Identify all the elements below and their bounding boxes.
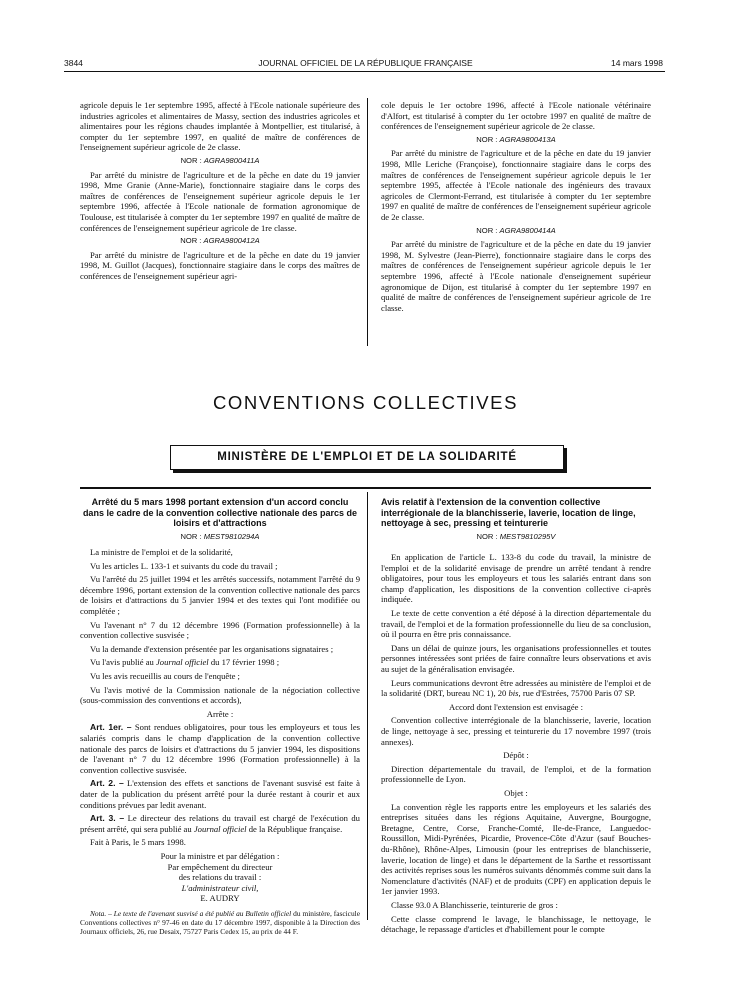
paragraph: Vu la demande d'extension présentée par les organisations signataires ; [90, 643, 334, 654]
signature-line: Par empêchement du directeur [167, 861, 273, 872]
signature-line: Pour la ministre et par délégation : [160, 850, 280, 861]
nor-reference: NOR : AGRA9800411A [180, 155, 260, 165]
section-title: CONVENTIONS COLLECTIVES [212, 392, 519, 413]
paragraph: Par arrêté du ministre de l'agriculture et de la pêche en date du 19 janvier 1998, Mlle Leriche (Françoise), fonctionnaire stagiaire dans le corps des maîtres de conférences de l'enseignement supérieur agricole depuis le 1er septembre 1995, affectée à l'Ecole nationale des ingénieurs des travaux agricoles de Clermont-Ferrand, est titularisée à compter du 1er septembre 1997 en qualité de maître de conférences de l'enseignement supérieur agricole de 2e classe. [381, 148, 651, 222]
ministry-title: MINISTÈRE DE L'EMPLOI ET DE LA SOLIDARITÉ [170, 445, 564, 470]
header-rule [64, 71, 665, 72]
top-left-column [80, 100, 360, 285]
paragraph: Vu l'avenant n° 7 du 12 décembre 1996 (Formation professionnelle) à la convention collective susvisée ; [80, 619, 360, 641]
paragraph: Vu les articles L. 133-1 et suivants du code du travail ; [90, 560, 278, 571]
issue-date: 14 mars 1998 [611, 58, 663, 68]
article-3: Art. 3. – Le directeur des relations du travail est chargé de l'exécution du présent arrêté, qui sera publié au Journal officiel de la République française. [80, 813, 360, 834]
paragraph: La ministre de l'emploi et de la solidarité, [90, 547, 233, 558]
paragraph: Vu l'arrêté du 25 juillet 1994 et les arrêtés successifs, notamment l'arrêté du 9 décembre 1996, portant extension de la convention collective nationale des parcs de loisirs et d'attractions du 5 janvier 1994 et des textes qui l'ont modifiée ou complétée ; [80, 574, 360, 617]
paragraph: En application de l'article L. 133-8 du code du travail, la ministre de l'emploi et de la solidarité envisage de prendre un arrêté tendant à rendre obligatoires, pour tous les employeurs et tous les salariés entrant dans son champ d'application, les dispositions de la convention collective ci-après indiquée. [381, 552, 651, 605]
paragraph: Convention collective interrégionale de la blanchisserie, laverie, location de linge, nettoyage à sec, pressing et teinturerie du 17 novembre 1997 (trois annexes). [381, 715, 651, 747]
column-divider [367, 98, 368, 346]
article-title: Avis relatif à l'extension de la convention collective interrégionale de la blanchisserie, laverie, location de linge, nettoyage à sec, pressing et teinturerie [381, 497, 636, 528]
left-article [80, 497, 360, 939]
nor-reference: NOR : AGRA9800413A [476, 134, 556, 144]
paragraph: La convention règle les rapports entre les employeurs et les salariés des entreprises situées dans les régions Aquitaine, Auvergne, Bourgogne, Bretagne, Centre, Corse, Franche-Comté, Ile-de-France, Languedoc-Roussillon, Midi-Pyrénées, Picardie, Provence-Côte d'Azur (sauf Bouches-du-Rhône), Rhône-Alpes, Limousin (pour les entreprises de blanchisserie, laverie, location de linge) et dans le département de la Sarthe et ressortissant des activités reprises sous les numéros suivants dénommés comme suit dans la Nomenclature d'activités (NAF) et de produits (CPF) en application depuis le 1er janvier 1993. [381, 801, 651, 897]
paragraph: Direction départementale du travail, de l'emploi, et de la formation professionnelle de Lyon. [381, 763, 651, 785]
top-right-column [381, 100, 651, 316]
journal-title: JOURNAL OFFICIEL DE LA RÉPUBLIQUE FRANÇAISE [258, 58, 473, 68]
subheading: Objet : [504, 787, 528, 798]
column-divider [367, 492, 368, 920]
paragraph: Par arrêté du ministre de l'agriculture et de la pêche en date du 19 janvier 1998, Mme Granie (Anne-Marie), fonctionnaire stagiaire dans le corps des maîtres de conférences de l'enseignement supérieur agricole depuis le 1er septembre 1996, affectée à l'Ecole nationale de formation agronomique de Toulouse, est titularisée à compter du 1er septembre 1997 en qualité de maître de conférences de l'enseignement supérieur agricole de 1re classe. [80, 169, 360, 233]
paragraph: Le texte de cette convention a été déposé à la direction départementale du travail, de l'emploi et de la formation professionnelle du lieu de sa conclusion, où il pourra en être pris connaissance. [381, 608, 651, 640]
signature-name: E. AUDRY [200, 893, 240, 904]
paragraph: Par arrêté du ministre de l'agriculture et de la pêche en date du 19 janvier 1998, M. Sylvestre (Jean-Pierre), fonctionnaire stagiaire dans le corps des maîtres de conférences de l'enseignement supérieur agricole depuis le 1er septembre 1996, affecté à l'Ecole nationale d'enseignement supérieur agronomique de Dijon, est titularisé à compter du 1er septembre 1997 en qualité de maître de conférences de l'enseignement supérieur agricole de 1re classe. [381, 239, 651, 313]
paragraph: Leurs communications devront être adressées au ministère de l'emploi et de la solidarité (DRT, bureau NC 1), 20 bis, rue d'Estrées, 75700 Paris 07 SP. [381, 677, 651, 699]
article-1: Art. 1er. – Sont rendues obligatoires, pour tous les employeurs et tous les salariés compris dans le champ d'application de la convention collective nationale des parcs de loisirs et d'attractions du 5 janvier 1994, les dispositions de l'avenant n° 7 du 12 décembre 1996 (Formation professionnelle) à la convention collective susvisée. [80, 722, 360, 775]
subheading: Accord dont l'extension est envisagée : [449, 701, 583, 712]
page-number: 3844 [64, 58, 83, 68]
article-title: Arrêté du 5 mars 1998 portant extension d'un accord conclu dans le cadre de la convention collective nationale des parcs de loisirs et d'attractions [82, 497, 358, 528]
paragraph: Vu les avis recueillis au cours de l'enquête ; [90, 671, 240, 682]
nor-reference: NOR : AGRA9800414A [476, 225, 556, 235]
subheading: Dépôt : [503, 750, 529, 761]
paragraph: Classe 93.0 A Blanchisserie, teinturerie de gros : [391, 899, 558, 910]
nor-reference: NOR : MEST9810294A [180, 531, 260, 541]
paragraph: Cette classe comprend le lavage, le blanchissage, le nettoyage, le détachage, le repassage d'articles et d'habillement pour le compte [381, 913, 651, 935]
paragraph: Par arrêté du ministre de l'agriculture et de la pêche en date du 19 janvier 1998, M. Guillot (Jacques), fonctionnaire stagiaire dans le corps des maîtres de conférences de l'enseignement supérieur agri- [80, 249, 360, 281]
paragraph: cole depuis le 1er octobre 1996, affecté à l'Ecole nationale vétérinaire d'Alfort, est titularisé à compter du 1er octobre 1997 en qualité de maître de conférences de l'enseignement supérieur agricole de 2e classe. [381, 100, 651, 132]
paragraph: Vu l'avis motivé de la Commission nationale de la négociation collective (sous-commission des conventions et accords), [80, 684, 360, 706]
article-2: Art. 2. – L'extension des effets et sanctions de l'avenant susvisé est faite à dater de la publication du présent arrêté pour la durée restant à courir et aux conditions prévues par ledit avenant. [80, 778, 360, 810]
arrete-heading: Arrête : [206, 708, 234, 719]
nor-reference: NOR : MEST9810295V [476, 531, 556, 541]
paragraph: agricole depuis le 1er septembre 1995, affecté à l'Ecole nationale supérieure des industries agricoles et alimentaires de Massy, section des industries agricoles et alimentaires pour les régions chaudes implantée à Montpellier, est titularisé, à compter du 1er septembre 1997, en qualité de maître de conférences de l'enseignement supérieur agricole de 2e classe. [80, 100, 360, 153]
done-at: Fait à Paris, le 5 mars 1998. [90, 837, 186, 848]
signature-title: L'administrateur civil, [181, 882, 259, 893]
paragraph: Vu l'avis publié au Journal officiel du 17 février 1998 ; [90, 657, 280, 668]
paragraph: Dans un délai de quinze jours, les organisations professionnelles et toutes personnes intéressées sont priées de faire connaître leurs observations et avis au sujet de la généralisation envisagée. [381, 642, 651, 675]
section-rule [80, 487, 651, 489]
right-article [381, 497, 651, 938]
signature-line: des relations du travail : [178, 872, 262, 883]
footnote: Nota. – Le texte de l'avenant susvisé a été publié au Bulletin officiel du ministère, fascicule Conventions collectives n° 97-46 en date du 17 décembre 1997, disponible à la Direction des Journaux officiels, 26, rue Desaix, 75727 Paris Cedex 15, au prix de 44 F. [80, 908, 360, 936]
nor-reference: NOR : AGRA9800412A [180, 236, 260, 246]
